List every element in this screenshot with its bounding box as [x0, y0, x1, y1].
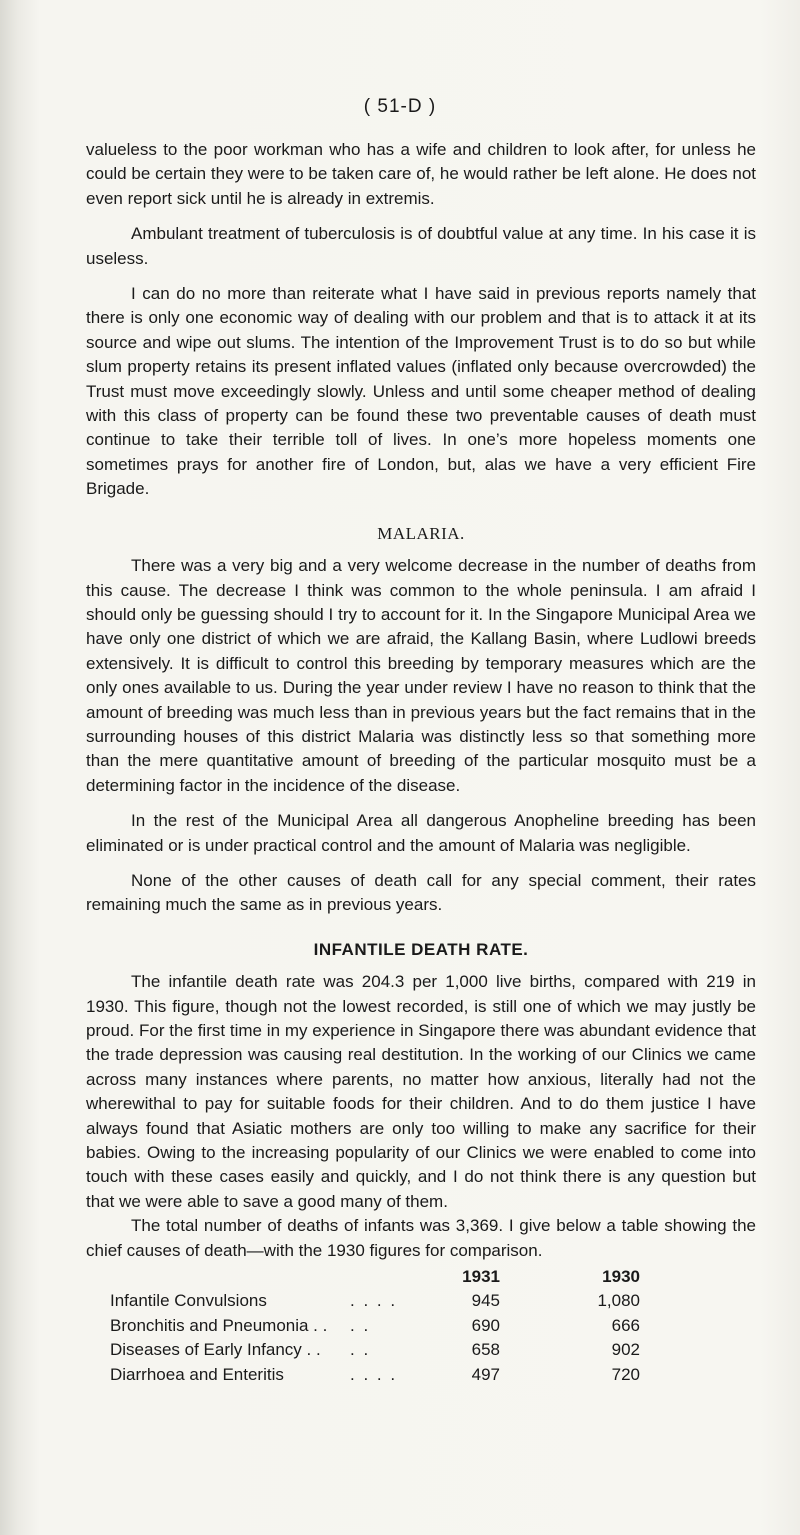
column-header-1931: 1931: [462, 1267, 500, 1287]
value-1931: 497: [471, 1364, 500, 1384]
paragraph-malaria-1: There was a very big and a very welcome decrease in the number of deaths from this cause. The decrease I think was common to the whole peninsula. I am afraid I should only be guessing should I try to account for it. In the Singapore Municipal Area we have only one district of which we are afraid, the Kallang Basin, where Ludlowi breeds extensively. It is difficult to control this breeding by temporary measures which are the only ones available to us. During the year under review I have no reason to think that the amount of breeding was much less than in previous years but the fact remains that in the surrounding houses of this district Malaria was distinctly less so that something more than the mere quantitative amount of breeding of the particular mosquito must be a determining factor in the incidence of the disease.: [86, 556, 756, 795]
column-header-1930: 1930: [602, 1267, 640, 1287]
cause-label: Bronchitis and Pneumonia . .: [110, 1315, 328, 1335]
cause-label: Diarrhoea and Enteritis: [110, 1364, 284, 1384]
table-row: [110, 1363, 640, 1387]
leader-dots: . . . .: [350, 1291, 398, 1311]
heading-infantile-death-rate: INFANTILE DEATH RATE.: [313, 939, 529, 959]
cause-label: Diseases of Early Infancy . .: [110, 1340, 321, 1360]
paragraph-infantile-2: The total number of deaths of infants was 3,369. I give below a table showing the chief causes of death—with the 1930 figures for comparison.: [86, 1216, 756, 1260]
paragraph-malaria-3: None of the other causes of death call for any special comment, their rates remaining much the same as in previous years.: [86, 870, 756, 915]
heading-malaria: MALARIA.: [377, 523, 465, 543]
paragraph-continuation: valueless to the poor workman who has a wife and children to look after, for unless he could be certain they were to be taken care of, he would rather be left alone. He does not even report sick until he is already in extremis.: [86, 140, 756, 208]
cause-label: Infantile Convulsions: [110, 1291, 267, 1311]
value-1930: 720: [611, 1364, 640, 1384]
value-1930: 1,080: [597, 1291, 640, 1311]
paragraph-slums: I can do no more than reiterate what I have said in previous reports namely that there is only one economic way of dealing with our problem and that is to attack it at its source and wipe out slums. The intention of the Improvement Trust is to do so but while slum property retains its present inflated values (inflated only because overcrowded) the Trust must move exceedingly slowly. Unless and until some cheaper method of dealing with this class of property can be found these two preventable causes of death must continue to take their terrible toll of lives. In one’s more hopeless moments one sometimes prays for another fire of London, but, alas we have a very efficient Fire Brigade.: [86, 284, 756, 499]
value-1931: 945: [471, 1291, 500, 1311]
leader-dots: . .: [350, 1315, 371, 1335]
page-number: ( 51-D ): [363, 96, 437, 117]
table-row: [110, 1338, 640, 1362]
paragraph-malaria-2: In the rest of the Municipal Area all dangerous Anopheline breeding has been eliminated or is under practical control and the amount of Malaria was negligible.: [86, 811, 756, 855]
leader-dots: . .: [350, 1340, 371, 1360]
value-1930: 666: [611, 1315, 640, 1335]
document-body: [86, 138, 756, 1387]
causes-of-death-table: [110, 1265, 640, 1387]
value-1930: 902: [611, 1340, 640, 1360]
table-header-row: [110, 1265, 640, 1289]
table-row: [110, 1314, 640, 1338]
table-row: [110, 1289, 640, 1313]
value-1931: 658: [471, 1340, 500, 1360]
value-1931: 690: [471, 1315, 500, 1335]
paragraph-ambulant: Ambulant treatment of tuberculosis is of doubtful value at any time. In his case it is useless.: [86, 224, 756, 268]
paragraph-infantile-1: The infantile death rate was 204.3 per 1,000 live births, compared with 219 in 1930. This figure, though not the lowest recorded, is still one of which we may justly be proud. For the first time in my experience in Singapore there was abundant evidence that the trade depression was causing real destitution. In the working of our Clinics we came across many instances where parents, no matter how anxious, literally had not the wherewithal to pay for suitable foods for their children. And to do them justice I have always found that Asiatic mothers are only too willing to make any sacrifice for their babies. Owing to the increasing popularity of our Clinics we were enabled to come into touch with these cases easily and quickly, and I do not think there is any question but that we were able to save a good many of them.: [86, 972, 756, 1211]
leader-dots: . . . .: [350, 1364, 398, 1384]
